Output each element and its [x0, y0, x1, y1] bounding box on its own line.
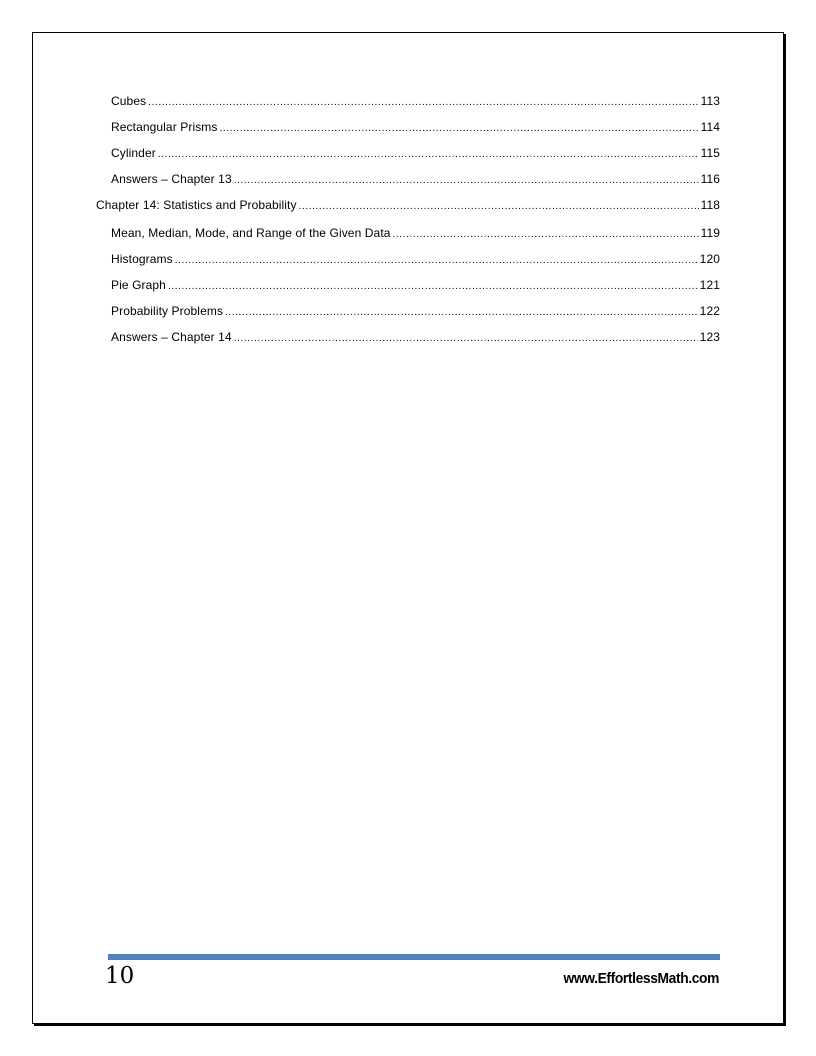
- dot-leader: [234, 333, 698, 344]
- toc-entry-page: 118: [700, 198, 720, 212]
- dot-leader: [168, 281, 698, 292]
- toc-entry-title: Cylinder: [111, 146, 156, 160]
- toc-entry-title: Probability Problems: [111, 304, 224, 318]
- toc-entry-cubes[interactable]: [96, 94, 720, 120]
- toc-entry-page: 115: [700, 146, 720, 160]
- toc-entry-title: Cubes: [111, 94, 147, 108]
- toc-entry-page: 116: [700, 172, 720, 186]
- dot-leader: [234, 175, 699, 186]
- dot-leader: [225, 307, 698, 318]
- toc-entry-pie-graph[interactable]: [96, 278, 720, 304]
- dot-leader: [393, 229, 699, 240]
- toc-entry-title: Histograms: [111, 252, 173, 266]
- toc-entry-title: Answers – Chapter 14: [111, 330, 232, 344]
- toc-entry-page: 113: [700, 94, 720, 108]
- footer-divider-bar: [108, 954, 720, 960]
- toc-entry-title: Rectangular Prisms: [111, 120, 218, 134]
- toc-entry-probability-problems[interactable]: [96, 304, 720, 330]
- toc-entry-title: Chapter 14: Statistics and Probability: [96, 198, 297, 212]
- toc-entry-histograms[interactable]: [96, 252, 720, 278]
- toc-entry-cylinder[interactable]: [96, 146, 720, 172]
- table-of-contents: [96, 94, 720, 356]
- toc-entry-answers-chapter-14[interactable]: [96, 330, 720, 356]
- toc-entry-answers-chapter-13[interactable]: [96, 172, 720, 198]
- dot-leader: [299, 201, 699, 212]
- toc-entry-title: Mean, Median, Mode, and Range of the Given Data: [111, 226, 391, 240]
- toc-entry-rectangular-prisms[interactable]: [96, 120, 720, 146]
- dot-leader: [158, 149, 699, 160]
- toc-entry-title: Answers – Chapter 13: [111, 172, 232, 186]
- website-link[interactable]: www.EffortlessMath.com: [563, 970, 719, 987]
- toc-entry-page: 114: [700, 120, 720, 134]
- toc-entry-title: Pie Graph: [111, 278, 166, 292]
- toc-entry-page: 123: [699, 330, 720, 344]
- toc-entry-mean-median-mode-range[interactable]: [96, 226, 720, 252]
- dot-leader: [148, 97, 698, 108]
- toc-entry-chapter-14[interactable]: [96, 198, 720, 226]
- toc-entry-page: 120: [699, 252, 720, 266]
- page-number: 10: [105, 963, 135, 989]
- toc-entry-page: 119: [700, 226, 720, 240]
- dot-leader: [220, 123, 699, 134]
- dot-leader: [175, 255, 698, 266]
- toc-entry-page: 122: [699, 304, 720, 318]
- toc-entry-page: 121: [699, 278, 720, 292]
